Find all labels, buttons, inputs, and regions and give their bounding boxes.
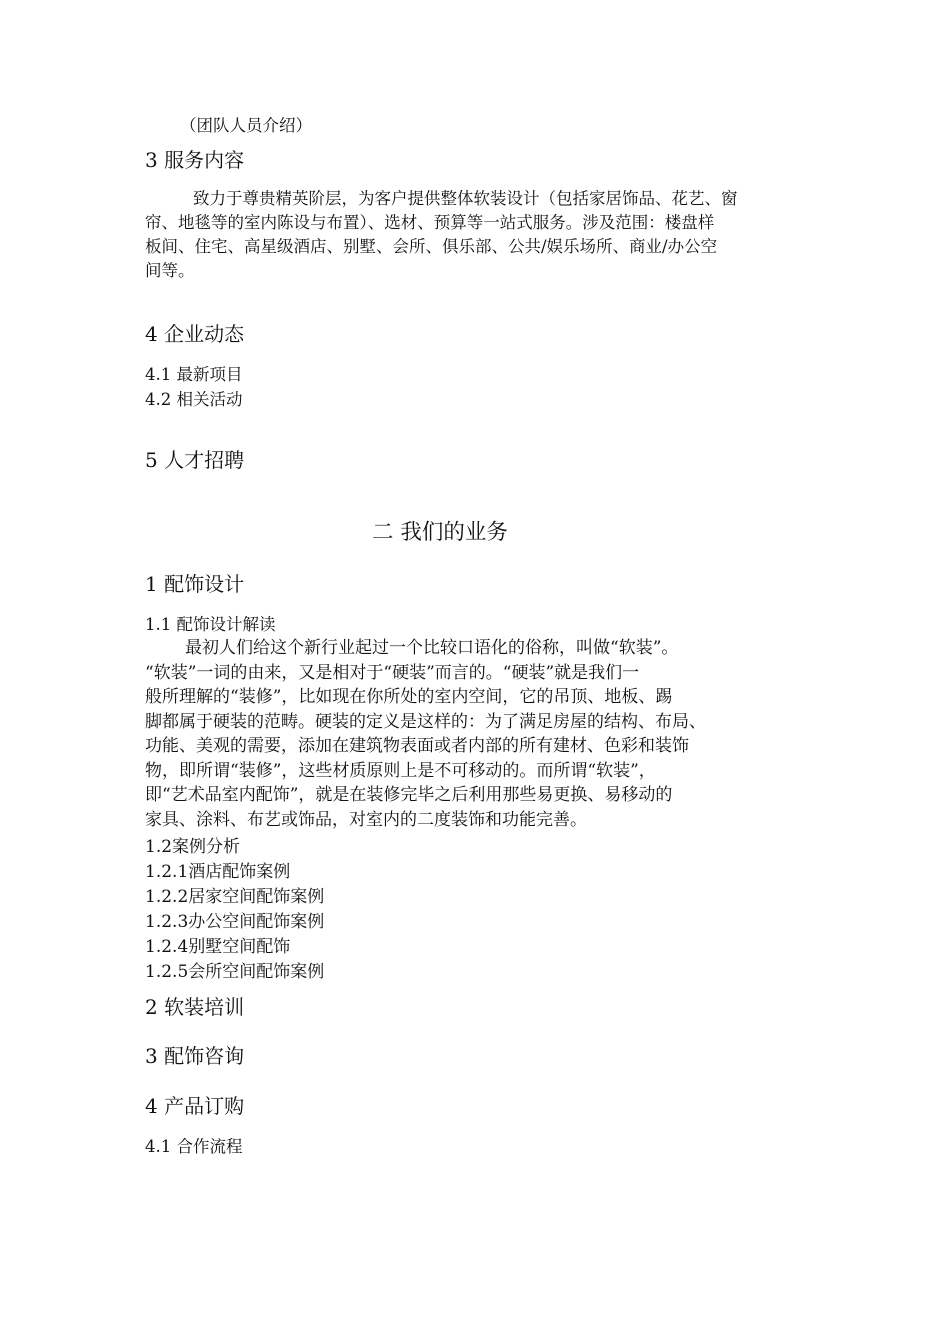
case-item: 1.2.1酒店配饰案例 — [145, 862, 291, 882]
paragraph-line: “软装”一词的由来，又是相对于“硬装”而言的。“硬装”就是我们一 — [145, 662, 640, 683]
section-3-heading: 3 服务内容 — [145, 148, 245, 172]
paragraph-line: 间等。 — [145, 261, 195, 280]
team-intro-note: （团队人员介绍） — [180, 116, 312, 135]
paragraph-line: 帘、地毯等的室内陈设与布置）、选材、预算等一站式服务。涉及范围：楼盘样 — [145, 213, 715, 232]
business-section-2-heading: 2 软装培训 — [145, 995, 245, 1019]
soft-decoration-paragraph — [145, 636, 825, 832]
subsection-1-2: 1.2案例分析 — [145, 837, 241, 857]
paragraph-line: 般所理解的“装修”，比如现在你所处的室内空间，它的吊顶、地板、踢 — [145, 687, 673, 707]
subsection-4-1: 4.1 最新项目 — [145, 365, 243, 384]
paragraph-line: 板间、住宅、高星级酒店、别墅、会所、俱乐部、公共/娱乐场所、商业/办公空 — [145, 237, 718, 256]
paragraph-line: 最初人们给这个新行业起过一个比较口语化的俗称，叫做“软装”。 — [185, 638, 679, 658]
chapter-2-heading: 二 我们的业务 — [372, 520, 508, 545]
subsection-1-1: 1.1 配饰设计解读 — [145, 615, 276, 634]
paragraph-line: 功能、美观的需要，添加在建筑物表面或者内部的所有建材、色彩和装饰 — [145, 736, 689, 756]
paragraph-line: 物，即所谓“装修”，这些材质原则上是不可移动的。而所谓“软装”， — [145, 760, 656, 781]
subsection-4-1-cooperation: 4.1 合作流程 — [145, 1137, 243, 1156]
service-content-paragraph — [145, 187, 815, 283]
paragraph-line: 致力于尊贵精英阶层，为客户提供整体软装设计（包括家居饰品、花艺、窗 — [193, 189, 738, 208]
section-4-heading: 4 企业动态 — [145, 322, 245, 346]
business-section-1-heading: 1 配饰设计 — [145, 572, 245, 596]
subsection-4-2: 4.2 相关活动 — [145, 390, 243, 409]
business-section-4-heading: 4 产品订购 — [145, 1094, 245, 1118]
paragraph-line: 脚都属于硬装的范畴。硬装的定义是这样的：为了满足房屋的结构、布局、 — [145, 711, 706, 732]
paragraph-line: 即“艺术品室内配饰”，就是在装修完毕之后利用那些易更换、易移动的 — [145, 785, 673, 805]
case-item: 1.2.4别墅空间配饰 — [145, 937, 291, 957]
business-section-3-heading: 3 配饰咨询 — [145, 1044, 245, 1068]
case-item: 1.2.2居家空间配饰案例 — [145, 887, 325, 907]
case-item: 1.2.3办公空间配饰案例 — [145, 912, 325, 932]
section-5-heading: 5 人才招聘 — [145, 448, 245, 472]
paragraph-line: 家具、涂料、布艺或饰品，对室内的二度装饰和功能完善。 — [145, 809, 587, 830]
case-item: 1.2.5会所空间配饰案例 — [145, 962, 325, 982]
